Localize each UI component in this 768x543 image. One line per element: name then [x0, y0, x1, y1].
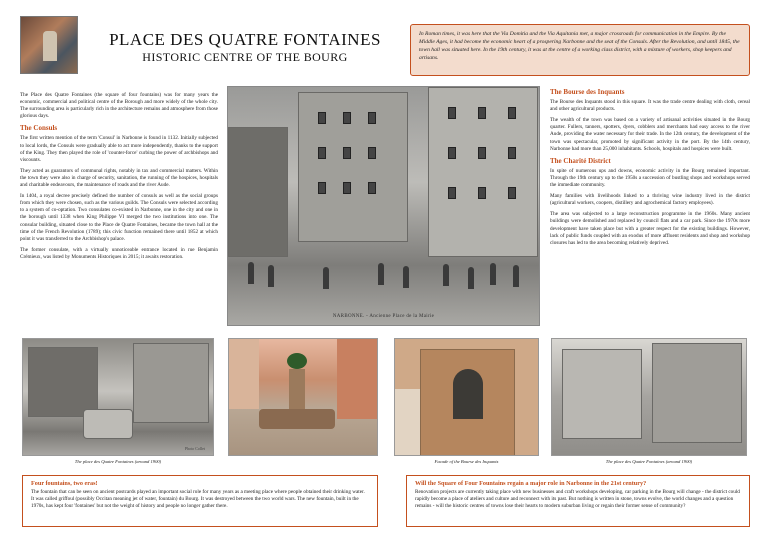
left-column [20, 92, 218, 265]
col1-intro: The Place des Quatre Fontaines (the square of four fountains) was for many years the economic, commercial and political centre of the Borough and more widely of the whole city. The surrounding area is particularly rich in the architecture remains and atmosphere from those glorious days. [20, 92, 218, 120]
photo-bourse-facade [394, 338, 539, 456]
main-historic-photo [227, 86, 540, 326]
charite-heading: The Charité District [550, 156, 611, 165]
fountains-box-title: Four fountains, two eras! [31, 480, 98, 487]
page-subtitle: HISTORIC CENTRE OF THE BOURG [142, 50, 348, 64]
consuls-paragraph-1: The first written mention of the term 'Consul' in Narbonne is found in 1132. Initially subjected to local lords, the Consuls were gradually able to act more independently, thanks to the support of the King. They then played the role of 'counter-force' curbing the power of archbishops and viscounts. [20, 135, 218, 163]
intro-box: In Roman times, it was here that the Via Domitia and the Via Aquitania met, a major crossroads for communication in the Empire. By the Middle Ages, it had become the economic heart of a prospering Narbonne and the seat of the Consuls. After the Revolution, and until 1845, the town hall was situated here. In the 19th century, it was at the centre of a working class district, with a mixture of workers, shop keepers and artisans. [410, 24, 750, 76]
header-thumbnail-photo [20, 16, 78, 74]
consuls-heading: The Consuls [20, 124, 58, 133]
fountains-box-text: The fountain that can be seen on ancient postcards played an important social role for many years as a meeting place where people obtained their drinking water. It was called griffoul (possibly Occitan meaning jet of water, fountain) du Bourg. It was destroyed between the two world wars. The new fountain, built in the 1970s, has kept four 'fontaines' but not the weight of history and people no longer gather there. [31, 489, 365, 509]
photo4-caption: The place des Quatre Fontaines (around 1900) [605, 459, 693, 464]
main-photo-caption: NARBONNE. - Ancienne Place de la Mairie [332, 314, 435, 319]
charite-paragraph-2: Many families with livelihoods linked to a thriving wine industry lived in the district (agricultural workers, coopers, distillery and agrochemical factory employees). [550, 193, 750, 207]
photo3-caption: Facade of the Bourse des Inquants [434, 459, 499, 464]
bourse-heading: The Bourse des Inquants [550, 88, 625, 96]
right-column [550, 84, 750, 251]
charite-paragraph-3: The area was subjected to a large reconstruction programme in the 1960s. Many ancient buildings were demolished and replaced by council flats and a car park. Since the 1970s more development have taken place but with a greater respect for the existing buildings. However, lack of public funds coupled with an exodus of more affluent residents and shop and workshop closures has led to the area becoming relatively deprived. [550, 211, 750, 246]
future-box-text: Renovation projects are currently taking place with new businesses and craft workshops developing, car parking in the Bourg will change - the district could rapidly become a place of ateliers and culture and reconnect with its past. But nothing is written in stone, towns evolve, the world changes and a question remains - will the historic centres of towns lose their hearts to modern suburban living or regain their former sense of community? [415, 489, 740, 509]
photo-modern-fountain [228, 338, 378, 456]
bourse-paragraph-1: The Bourse des Inquants stood in this square. It was the trade centre dealing with cloth, cereal and other agricultural products. [550, 99, 750, 113]
photo-square-1900 [551, 338, 747, 456]
page-title: PLACE DES QUATRE FONTAINES [109, 30, 381, 49]
photo-credit: Photo Collet [184, 446, 205, 451]
future-box-title: Will the Square of Four Fountains regain a major role in Narbonne in the 21st century? [415, 480, 647, 487]
charite-paragraph-1: In spite of numerous ups and downs, economic activity in the Bourg remained important. Through the 19th century up to the 1950s a succession of bustling shops and workshops served the immediate community. [550, 167, 750, 189]
future-box [406, 475, 750, 527]
bourse-paragraph-2: The wealth of the town was based on a variety of artisanal activities situated in the Bourg quarter. Fullers, tanners, spotters, dyers, cobblers and merchants had easy access to the river Aude, providing the water necessary for their trade. In the 12th century, the development of the town was spectacular, promoted by significant activity in the port. By the 14th century, Narbonne had more than 25,000 inhabitants. Schools, hospitals and hospices were built. [550, 117, 750, 152]
fountains-box [22, 475, 378, 527]
photo-old-square [22, 338, 214, 456]
consuls-paragraph-3: In 1404, a royal decree precisely defined the number of consuls as well as the social groups from which they were chosen, such as the various guilds. The Consuls were selected according to a system of co-optation. Two consulates co-existed in Narbonne, one in the city and one in the borough until 1338 when King Philippe VI merged the two institutions into one. The consular building, situated close to the Place de Quatre Fontaines, became the town hall at the time of the French Revolution (1789); this civic function remained there until 1852 at which point it was transferred to the Archbishop's palace. [20, 193, 218, 242]
photo1-caption: The place des Quatre Fontaines (around 1900) [74, 459, 162, 464]
consuls-paragraph-4: The former consulate, with a virtually unnoticeable entrance located in rue Benjamin Crémieux, was listed by Monuments Historiques in 2015; it awaits restoration. [20, 246, 218, 260]
consuls-paragraph-2: They acted as guarantors of communal rights, notably in tax and commercial matters. Within the town they were also in charge of security, sanitation, the running of the hospices, hospitals and charitable endeavours, the maintenance of roads and the river Aude. [20, 167, 218, 189]
